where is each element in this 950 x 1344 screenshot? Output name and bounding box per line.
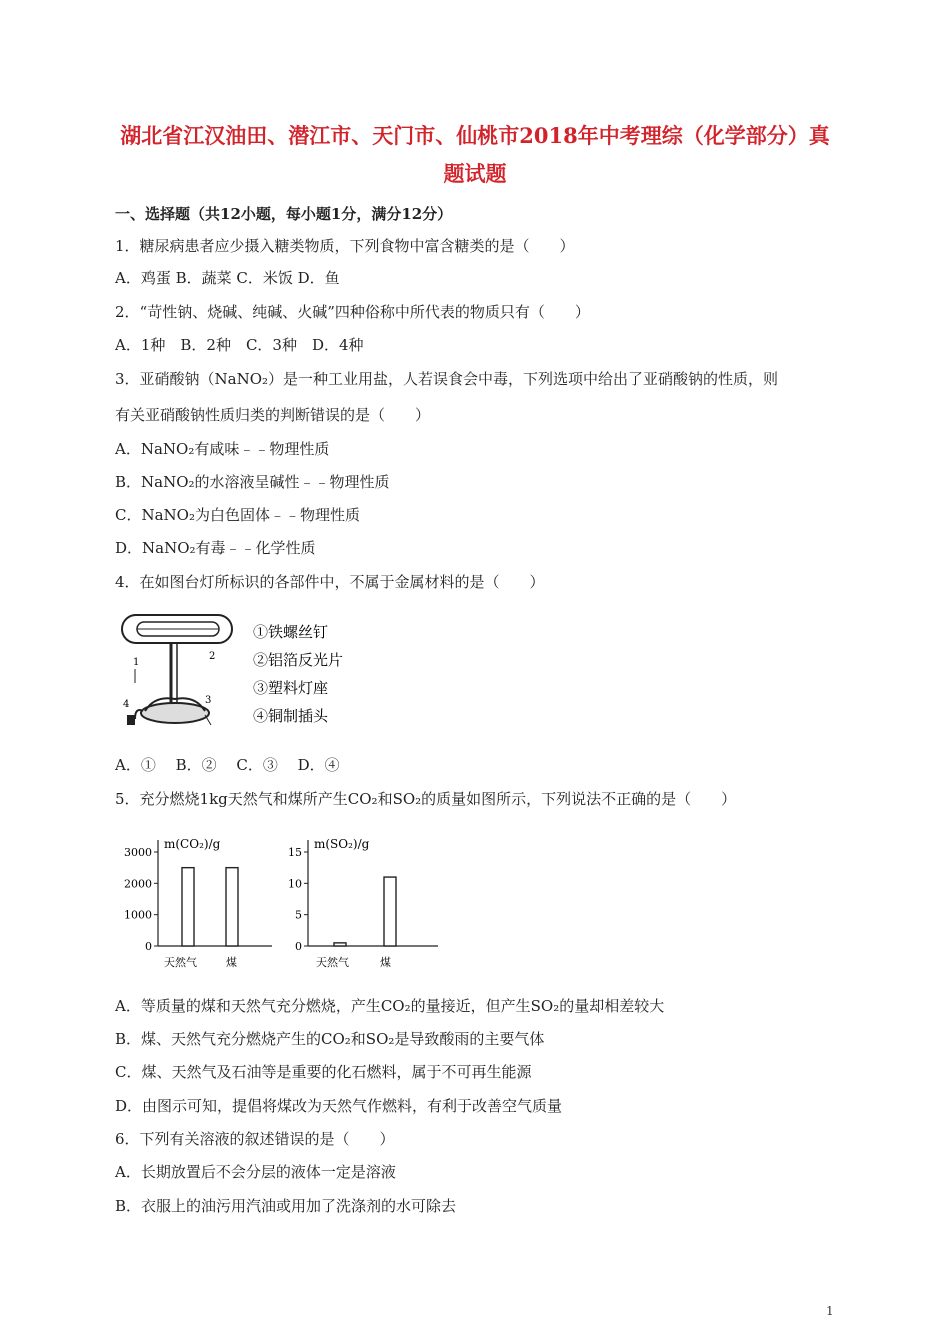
lamp-label-4: ④铜制插头 <box>253 707 329 725</box>
q3-stem-line2: 有关亚硝酸钠性质归类的判断错误的是（ ） <box>115 406 431 424</box>
co2-bar-1 <box>182 868 194 946</box>
so2-bar-2 <box>384 877 396 946</box>
lamp-label-3: ③塑料灯座 <box>253 679 329 697</box>
so2-bar-chart <box>280 830 450 980</box>
so2-ytick-label-0: 0 <box>295 940 302 953</box>
co2-bar-2 <box>226 868 238 946</box>
q5-option-a: A．等质量的煤和天然气充分燃烧，产生CO₂的量接近，但产生SO₂的量却相差较大 <box>115 997 665 1015</box>
co2-ytick-label-0: 0 <box>145 940 152 953</box>
so2-ytick-label-3: 15 <box>288 846 302 859</box>
document-title-line2: 题试题 <box>443 161 507 186</box>
q1-options: A．鸡蛋 B．蔬菜 C．米饭 D．鱼 <box>115 269 340 287</box>
lamp-mark-1: 1 <box>133 657 140 668</box>
lamp-label-1: ①铁螺丝钉 <box>253 623 329 641</box>
q3-stem-line1: 3．亚硝酸钠（NaNO₂）是一种工业用盐，人若误食会中毒，下列选项中给出了亚硝酸钠的性质，则 <box>115 370 779 388</box>
co2-ytick-label-3: 3000 <box>124 846 152 859</box>
q6-stem: 6．下列有关溶液的叙述错误的是（ ） <box>115 1130 395 1148</box>
page-number: 1 <box>826 1304 834 1318</box>
q5-option-c: C．煤、天然气及石油等是重要的化石燃料，属于不可再生能源 <box>115 1063 532 1081</box>
lamp-mark-4: 4 <box>123 699 130 710</box>
lamp-mark-2: 2 <box>209 651 216 662</box>
co2-category-1: 天然气 <box>164 956 197 969</box>
lamp-label-2: ②铝箔反光片 <box>253 651 344 669</box>
q3-option-a: A．NaNO₂有咸味﹣﹣物理性质 <box>115 440 330 458</box>
so2-category-2: 煤 <box>380 956 391 969</box>
so2-ytick-label-1: 5 <box>295 908 302 922</box>
so2-ytick-label-2: 10 <box>288 877 302 891</box>
section-heading: 一、选择题（共12小题，每小题1分，满分12分） <box>115 205 453 223</box>
q2-options: A．1种 B．2种 C．3种 D．4种 <box>115 336 364 354</box>
co2-category-2: 煤 <box>226 956 237 969</box>
co2-ylabel: m(CO₂)/g <box>164 837 221 851</box>
q2-stem: 2．“苛性钠、烧碱、纯碱、火碱”四种俗称中所代表的物质只有（ ） <box>115 303 590 321</box>
co2-bar-chart <box>112 830 282 980</box>
q4-stem: 4．在如图台灯所标识的各部件中，不属于金属材料的是（ ） <box>115 573 545 591</box>
q3-option-d: D．NaNO₂有毒﹣﹣化学性质 <box>115 539 316 557</box>
so2-bar-1 <box>334 943 346 946</box>
document-title-line1: 湖北省江汉油田、潜江市、天门市、仙桃市2018年中考理综（化学部分）真 <box>120 123 830 148</box>
lamp-mark-3: 3 <box>205 695 212 706</box>
q6-option-a: A．长期放置后不会分层的液体一定是溶液 <box>115 1163 396 1181</box>
q6-option-b: B．衣服上的油污用汽油或用加了洗涤剂的水可除去 <box>115 1197 457 1215</box>
q5-option-d: D．由图示可知，提倡将煤改为天然气作燃料，有利于改善空气质量 <box>115 1097 563 1115</box>
co2-ytick-label-2: 2000 <box>124 877 152 891</box>
so2-ylabel: m(SO₂)/g <box>314 837 370 851</box>
q3-option-c: C．NaNO₂为白色固体﹣﹣物理性质 <box>115 506 360 524</box>
lamp-figure <box>115 607 360 739</box>
q5-stem: 5．充分燃烧1kg天然气和煤所产生CO₂和SO₂的质量如图所示，下列说法不正确的是（ ） <box>115 790 737 808</box>
q4-options: A．① B．② C．③ D．④ <box>115 756 340 774</box>
q5-option-b: B．煤、天然气充分燃烧产生的CO₂和SO₂是导致酸雨的主要气体 <box>115 1030 545 1048</box>
q3-option-b: B．NaNO₂的水溶液呈碱性﹣﹣物理性质 <box>115 473 390 491</box>
co2-ytick-label-1: 1000 <box>124 908 152 922</box>
so2-category-1: 天然气 <box>316 956 349 969</box>
q1-stem: 1．糖尿病患者应少摄入糖类物质，下列食物中富含糖类的是（ ） <box>115 237 575 255</box>
